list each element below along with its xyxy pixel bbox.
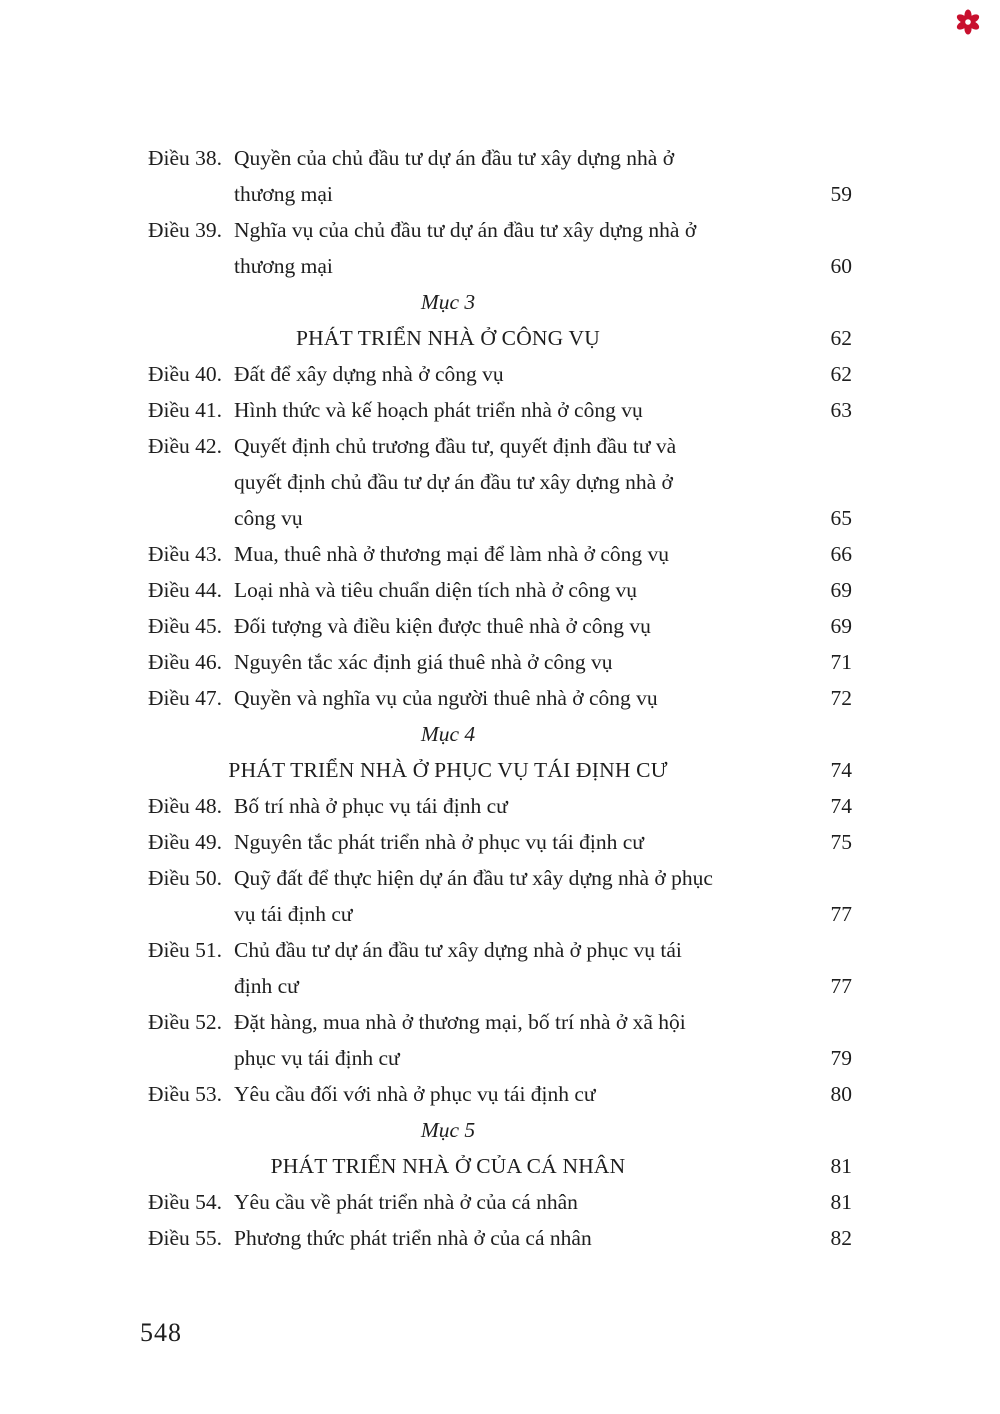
article-number: Điều 38.	[148, 146, 223, 170]
page-ref: 62	[830, 326, 852, 350]
article-number: Điều 46.	[148, 650, 223, 674]
article-number: Điều 48.	[148, 794, 223, 818]
page-ref: 74	[830, 794, 852, 818]
article-number: Điều 54.	[148, 1190, 223, 1214]
toc-entry	[148, 392, 852, 428]
toc-entry	[148, 212, 852, 248]
page-ref: 62	[830, 362, 852, 386]
article-title: Hình thức và kế hoạch phát triển nhà ở công vụ	[234, 398, 643, 422]
article-title: Loại nhà và tiêu chuẩn diện tích nhà ở công vụ	[234, 578, 638, 602]
article-title: Bố trí nhà ở phục vụ tái định cư	[234, 794, 508, 818]
article-title: Chủ đầu tư dự án đầu tư xây dựng nhà ở phục vụ tái	[234, 938, 682, 962]
page-ref: 79	[830, 1046, 852, 1070]
toc-entry	[148, 428, 852, 464]
page-ref: 63	[830, 398, 852, 422]
toc-entry-continuation	[148, 896, 852, 932]
article-number: Điều 47.	[148, 686, 223, 710]
article-title-continuation: vụ tái định cư	[234, 902, 353, 926]
article-number: Điều 44.	[148, 578, 223, 602]
toc-entry	[148, 608, 852, 644]
article-title: Quyền và nghĩa vụ của người thuê nhà ở công vụ	[234, 686, 658, 710]
article-title: Đặt hàng, mua nhà ở thương mại, bố trí nhà ở xã hội	[234, 1010, 686, 1034]
toc-entry-continuation	[148, 968, 852, 1004]
article-number: Điều 45.	[148, 614, 223, 638]
article-title-continuation: định cư	[234, 974, 299, 998]
toc-section-heading	[148, 752, 852, 788]
toc-entry	[148, 1004, 852, 1040]
page-ref: 81	[830, 1154, 852, 1178]
article-number: Điều 52.	[148, 1010, 223, 1034]
page-ref: 69	[830, 614, 852, 638]
article-number: Điều 43.	[148, 542, 223, 566]
toc-entry	[148, 644, 852, 680]
article-number: Điều 39.	[148, 218, 223, 242]
page-ref: 69	[830, 578, 852, 602]
toc-entry	[148, 536, 852, 572]
article-number: Điều 40.	[148, 362, 223, 386]
article-number: Điều 42.	[148, 434, 223, 458]
section-label: Mục 4	[420, 722, 476, 746]
toc-entry	[148, 1076, 852, 1112]
article-title: Mua, thuê nhà ở thương mại để làm nhà ở công vụ	[234, 542, 670, 566]
toc-entry	[148, 356, 852, 392]
article-title: Yêu cầu về phát triển nhà ở của cá nhân	[234, 1190, 578, 1214]
section-title: PHÁT TRIỂN NHÀ Ở CỦA CÁ NHÂN	[270, 1154, 626, 1178]
page-number: 548	[140, 1318, 182, 1347]
page-ref: 75	[830, 830, 852, 854]
toc-entry	[148, 140, 852, 176]
article-title: Đất để xây dựng nhà ở công vụ	[234, 362, 504, 386]
page-ref: 71	[830, 650, 852, 674]
page-ref: 65	[830, 506, 852, 530]
toc-entry-continuation	[148, 464, 852, 500]
article-title-continuation: công vụ	[234, 506, 303, 530]
page-ref: 81	[830, 1190, 852, 1214]
page-ref: 66	[830, 542, 852, 566]
page-ref: 82	[830, 1226, 852, 1250]
toc-entry	[148, 932, 852, 968]
section-label-row	[148, 284, 852, 320]
toc-entry-continuation	[148, 176, 852, 212]
article-title-continuation: phục vụ tái định cư	[234, 1046, 400, 1070]
page-ref: 72	[830, 686, 852, 710]
toc-entry	[148, 1184, 852, 1220]
toc-entry-continuation	[148, 500, 852, 536]
table-of-contents	[148, 140, 852, 1256]
article-title: Quỹ đất để thực hiện dự án đầu tư xây dựng nhà ở phục	[234, 866, 713, 890]
section-label-row	[148, 1112, 852, 1148]
article-title-continuation: thương mại	[234, 254, 333, 278]
article-title: Nguyên tắc phát triển nhà ở phục vụ tái định cư	[234, 830, 644, 854]
flower-center	[965, 19, 971, 25]
article-title: Đối tượng và điều kiện được thuê nhà ở công vụ	[234, 614, 651, 638]
toc-entry	[148, 572, 852, 608]
page-ref: 74	[830, 758, 852, 782]
article-number: Điều 50.	[148, 866, 223, 890]
article-title: Nguyên tắc xác định giá thuê nhà ở công vụ	[234, 650, 613, 674]
page-ref: 80	[830, 1082, 852, 1106]
section-label: Mục 3	[420, 290, 476, 314]
section-label: Mục 5	[420, 1118, 476, 1142]
toc-entry	[148, 680, 852, 716]
article-title: Nghĩa vụ của chủ đầu tư dự án đầu tư xây dựng nhà ở	[234, 218, 697, 242]
article-title: Quyết định chủ trương đầu tư, quyết định đầu tư và	[234, 434, 677, 458]
article-number: Điều 53.	[148, 1082, 223, 1106]
section-title: PHÁT TRIỂN NHÀ Ở CÔNG VỤ	[295, 326, 601, 350]
section-title: PHÁT TRIỂN NHÀ Ở PHỤC VỤ TÁI ĐỊNH CƯ	[228, 758, 668, 782]
toc-entry-continuation	[148, 1040, 852, 1076]
flower-icon	[954, 8, 982, 36]
page-ref: 59	[830, 182, 852, 206]
toc-entry	[148, 860, 852, 896]
toc-section-heading	[148, 1148, 852, 1184]
toc-section-heading	[148, 320, 852, 356]
section-label-row	[148, 716, 852, 752]
toc-entry	[148, 1220, 852, 1256]
article-title: Phương thức phát triển nhà ở của cá nhân	[234, 1226, 592, 1250]
toc-entry-continuation	[148, 248, 852, 284]
page-ref: 77	[830, 974, 852, 998]
article-number: Điều 41.	[148, 398, 223, 422]
page-ref: 77	[830, 902, 852, 926]
article-title: Yêu cầu đối với nhà ở phục vụ tái định cư	[234, 1082, 596, 1106]
article-title: Quyền của chủ đầu tư dự án đầu tư xây dựng nhà ở	[234, 146, 675, 170]
toc-entry	[148, 824, 852, 860]
article-title-continuation: thương mại	[234, 182, 333, 206]
page-ref: 60	[830, 254, 852, 278]
article-number: Điều 51.	[148, 938, 223, 962]
article-number: Điều 49.	[148, 830, 223, 854]
toc-entry	[148, 788, 852, 824]
article-title-continuation: quyết định chủ đầu tư dự án đầu tư xây dựng nhà ở	[234, 470, 673, 494]
article-number: Điều 55.	[148, 1226, 223, 1250]
